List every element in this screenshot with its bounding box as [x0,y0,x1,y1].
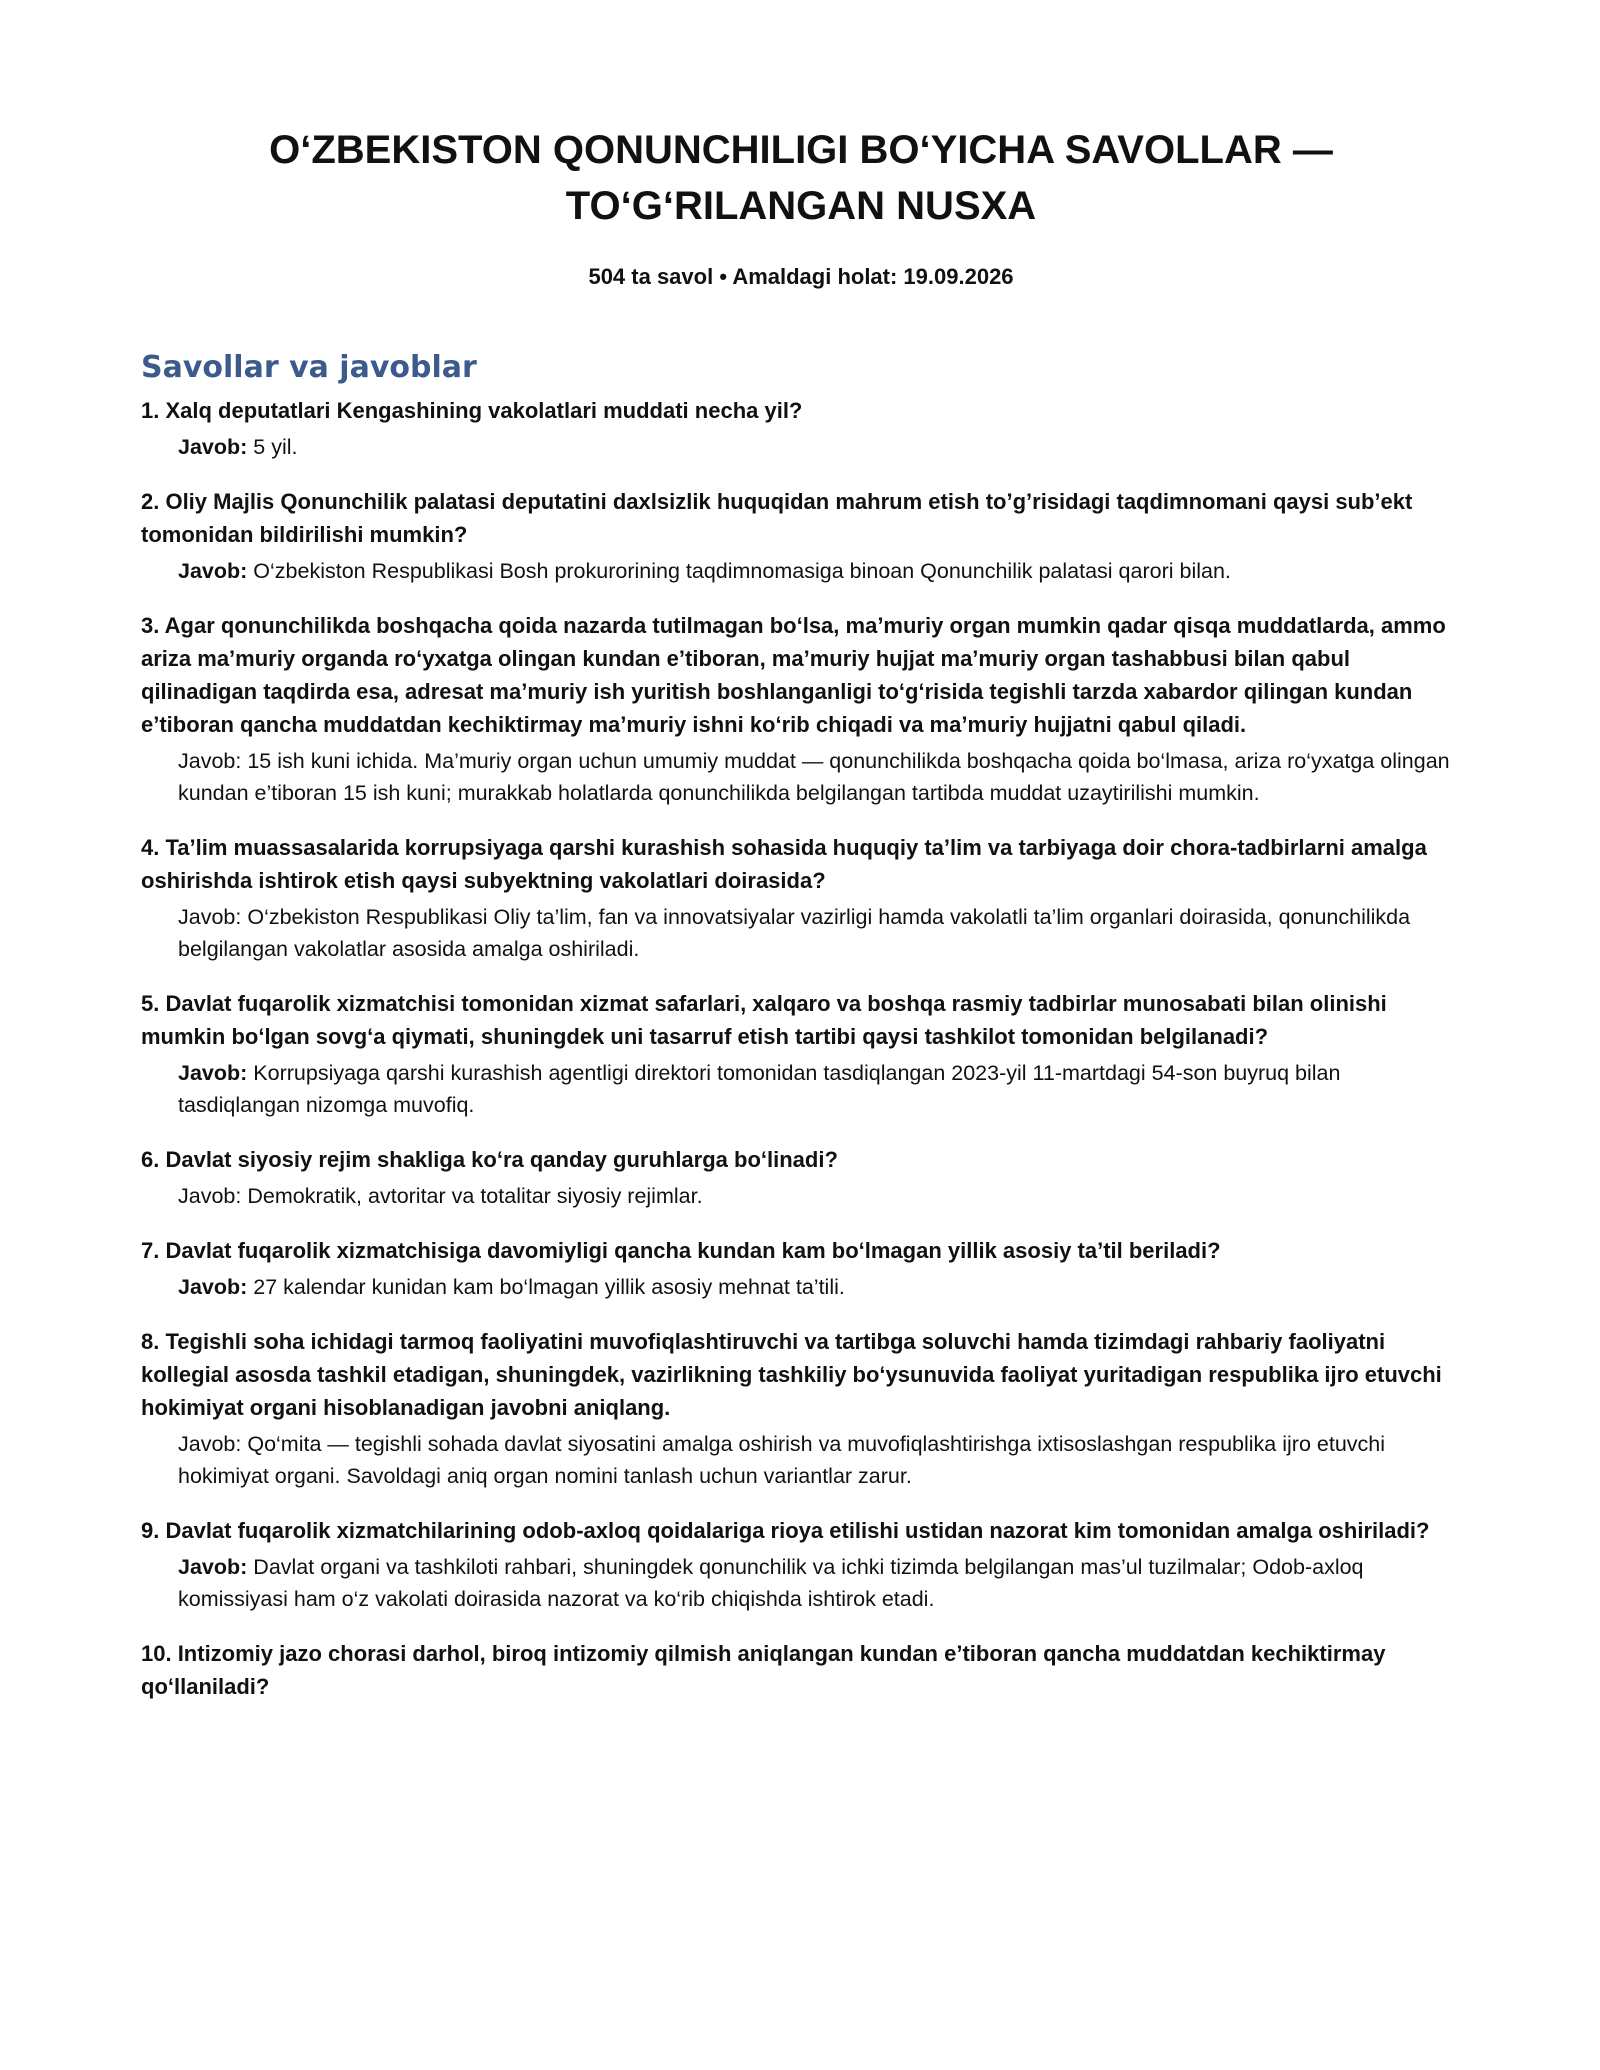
question-text: 8. Tegishli soha ichidagi tarmoq faoliyatini muvofiqlashtiruvchi va tartibga soluvchi hamda tizimdagi rahbariy faoliyatni kollegial asosda tashkil etadigan, shuningdek, vazirlikning tashkiliy bo‘ysunuvida faoliyat yuritadigan respublika ijro etuvchi hokimiyat organi hisoblanadigan javobni aniqlang. [141,1329,1442,1420]
answer [178,1428,1461,1492]
answer-label: Javob: [178,749,242,773]
answer-text: 27 kalendar kunidan kam bo‘lmagan yillik asosiy mehnat ta’tili. [253,1275,845,1299]
question-item [141,1234,1461,1303]
answer-text: O‘zbekiston Respublikasi Bosh prokurorining taqdimnomasiga binoan Qonunchilik palatasi qarori bilan. [253,559,1231,583]
question-item [141,1637,1461,1703]
document-page [141,0,1461,1725]
question-text: 3. Agar qonunchilikda boshqacha qoida nazarda tutilmagan bo‘lsa, ma’muriy organ mumkin qadar qisqa muddatlarda, ammo ariza ma’muriy organda ro‘yxatga olingan kundan e’tiboran, ma’muriy hujjat ma’muriy organ tashabbusi bilan qabul qilinadigan taqdirda esa, adresat ma’muriy ish yuritish boshlanganligi to‘g‘risida tegishli tarzda xabardor qilingan kundan e’tiboran qancha muddatdan kechiktirmay ma’muriy ishni ko‘rib chiqadi va ma’muriy hujjatni qabul qiladi. [141,613,1446,737]
question-list [141,394,1461,1703]
question-item [141,831,1461,965]
answer [178,1180,1461,1212]
question-text: 9. Davlat fuqarolik xizmatchilarining odob-axloq qoidalariga rioya etilishi ustidan nazorat kim tomonidan amalga oshiriladi? [141,1518,1430,1543]
section-heading: Savollar va javoblar [141,350,477,385]
answer-label: Javob: [178,435,248,459]
question-item [141,394,1461,463]
answer [178,1271,1461,1303]
answer [178,555,1461,587]
answer-text: O‘zbekiston Respublikasi Oliy ta’lim, fan va innovatsiyalar vazirligi hamda vakolatli ta’lim organlari doirasida, qonunchilikda belgilangan vakolatlar asosida amalga oshiriladi. [178,905,1411,961]
answer-text: Demokratik, avtoritar va totalitar siyosiy rejimlar. [247,1184,703,1208]
answer-label: Javob: [178,1061,248,1085]
document-subtitle: 504 ta savol • Amaldagi holat: 19.09.2026 [588,264,1014,289]
question-text: 4. Ta’lim muassasalarida korrupsiyaga qarshi kurashish sohasida huquqiy ta’lim va tarbiyaga doir chora-tadbirlarni amalga oshirishda ishtirok etish qaysi subyektning vakolatlari doirasida? [141,835,1427,893]
answer-label: Javob: [178,559,248,583]
document-title: O‘ZBEKISTON QONUNCHILIGI BO‘YICHA SAVOLLAR — TO‘G‘RILANGAN NUSXA [269,128,1333,228]
question-text: 5. Davlat fuqarolik xizmatchisi tomonidan xizmat safarlari, xalqaro va boshqa rasmiy tadbirlar munosabati bilan olinishi mumkin bo‘lgan sovg‘a qiymati, shuningdek uni tasarruf etish tartibi qaysi tashkilot tomonidan belgilanadi? [141,991,1387,1049]
answer-label: Javob: [178,1555,248,1579]
answer-label: Javob: [178,1432,242,1456]
answer-text: Korrupsiyaga qarshi kurashish agentligi direktori tomonidan tasdiqlangan 2023-yil 11-martdagi 54-son buyruq bilan tasdiqlangan nizomga muvofiq. [178,1061,1341,1117]
question-item [141,609,1461,809]
answer-text: Qo‘mita — tegishli sohada davlat siyosatini amalga oshirish va muvofiqlashtirishga ixtisoslashgan respublika ijro etuvchi hokimiyat organi. Savoldagi aniq organ nomini tanlash uchun variantlar zarur. [178,1432,1386,1488]
answer [178,745,1461,809]
answer-label: Javob: [178,1275,248,1299]
answer [178,1551,1461,1615]
question-item [141,1325,1461,1492]
question-text: 10. Intizomiy jazo chorasi darhol, biroq intizomiy qilmish aniqlangan kundan e’tiboran qancha muddatdan kechiktirmay qo‘llaniladi? [141,1641,1386,1699]
answer-label: Javob: [178,905,242,929]
question-text: 1. Xalq deputatlari Kengashining vakolatlari muddati necha yil? [141,398,803,423]
answer [178,1057,1461,1121]
question-item [141,485,1461,587]
question-item [141,1514,1461,1615]
question-text: 7. Davlat fuqarolik xizmatchisiga davomiyligi qancha kundan kam bo‘lmagan yillik asosiy ta’til beriladi? [141,1238,1221,1263]
question-text: 6. Davlat siyosiy rejim shakliga ko‘ra qanday guruhlarga bo‘linadi? [141,1147,838,1172]
answer-label: Javob: [178,1184,242,1208]
answer-text: 15 ish kuni ichida. Ma’muriy organ uchun umumiy muddat — qonunchilikda boshqacha qoida bo‘lmasa, ariza ro‘yxatga olingan kundan e’tiboran 15 ish kuni; murakkab holatlarda qonunchilikda belgilangan tartibda muddat uzaytirilishi mumkin. [178,749,1450,805]
answer-text: Davlat organi va tashkiloti rahbari, shuningdek qonunchilik va ichki tizimda belgilangan mas’ul tuzilmalar; Odob-axloq komissiyasi ham o‘z vakolati doirasida nazorat va ko‘rib chiqishda ishtirok etadi. [178,1555,1364,1611]
question-item [141,987,1461,1121]
answer [178,901,1461,965]
answer-text: 5 yil. [253,435,298,459]
question-item [141,1143,1461,1212]
answer [178,431,1461,463]
question-text: 2. Oliy Majlis Qonunchilik palatasi deputatini daxlsizlik huquqidan mahrum etish to’g’risidagi taqdimnomani qaysi sub’ekt tomonidan bildirilishi mumkin? [141,489,1413,547]
